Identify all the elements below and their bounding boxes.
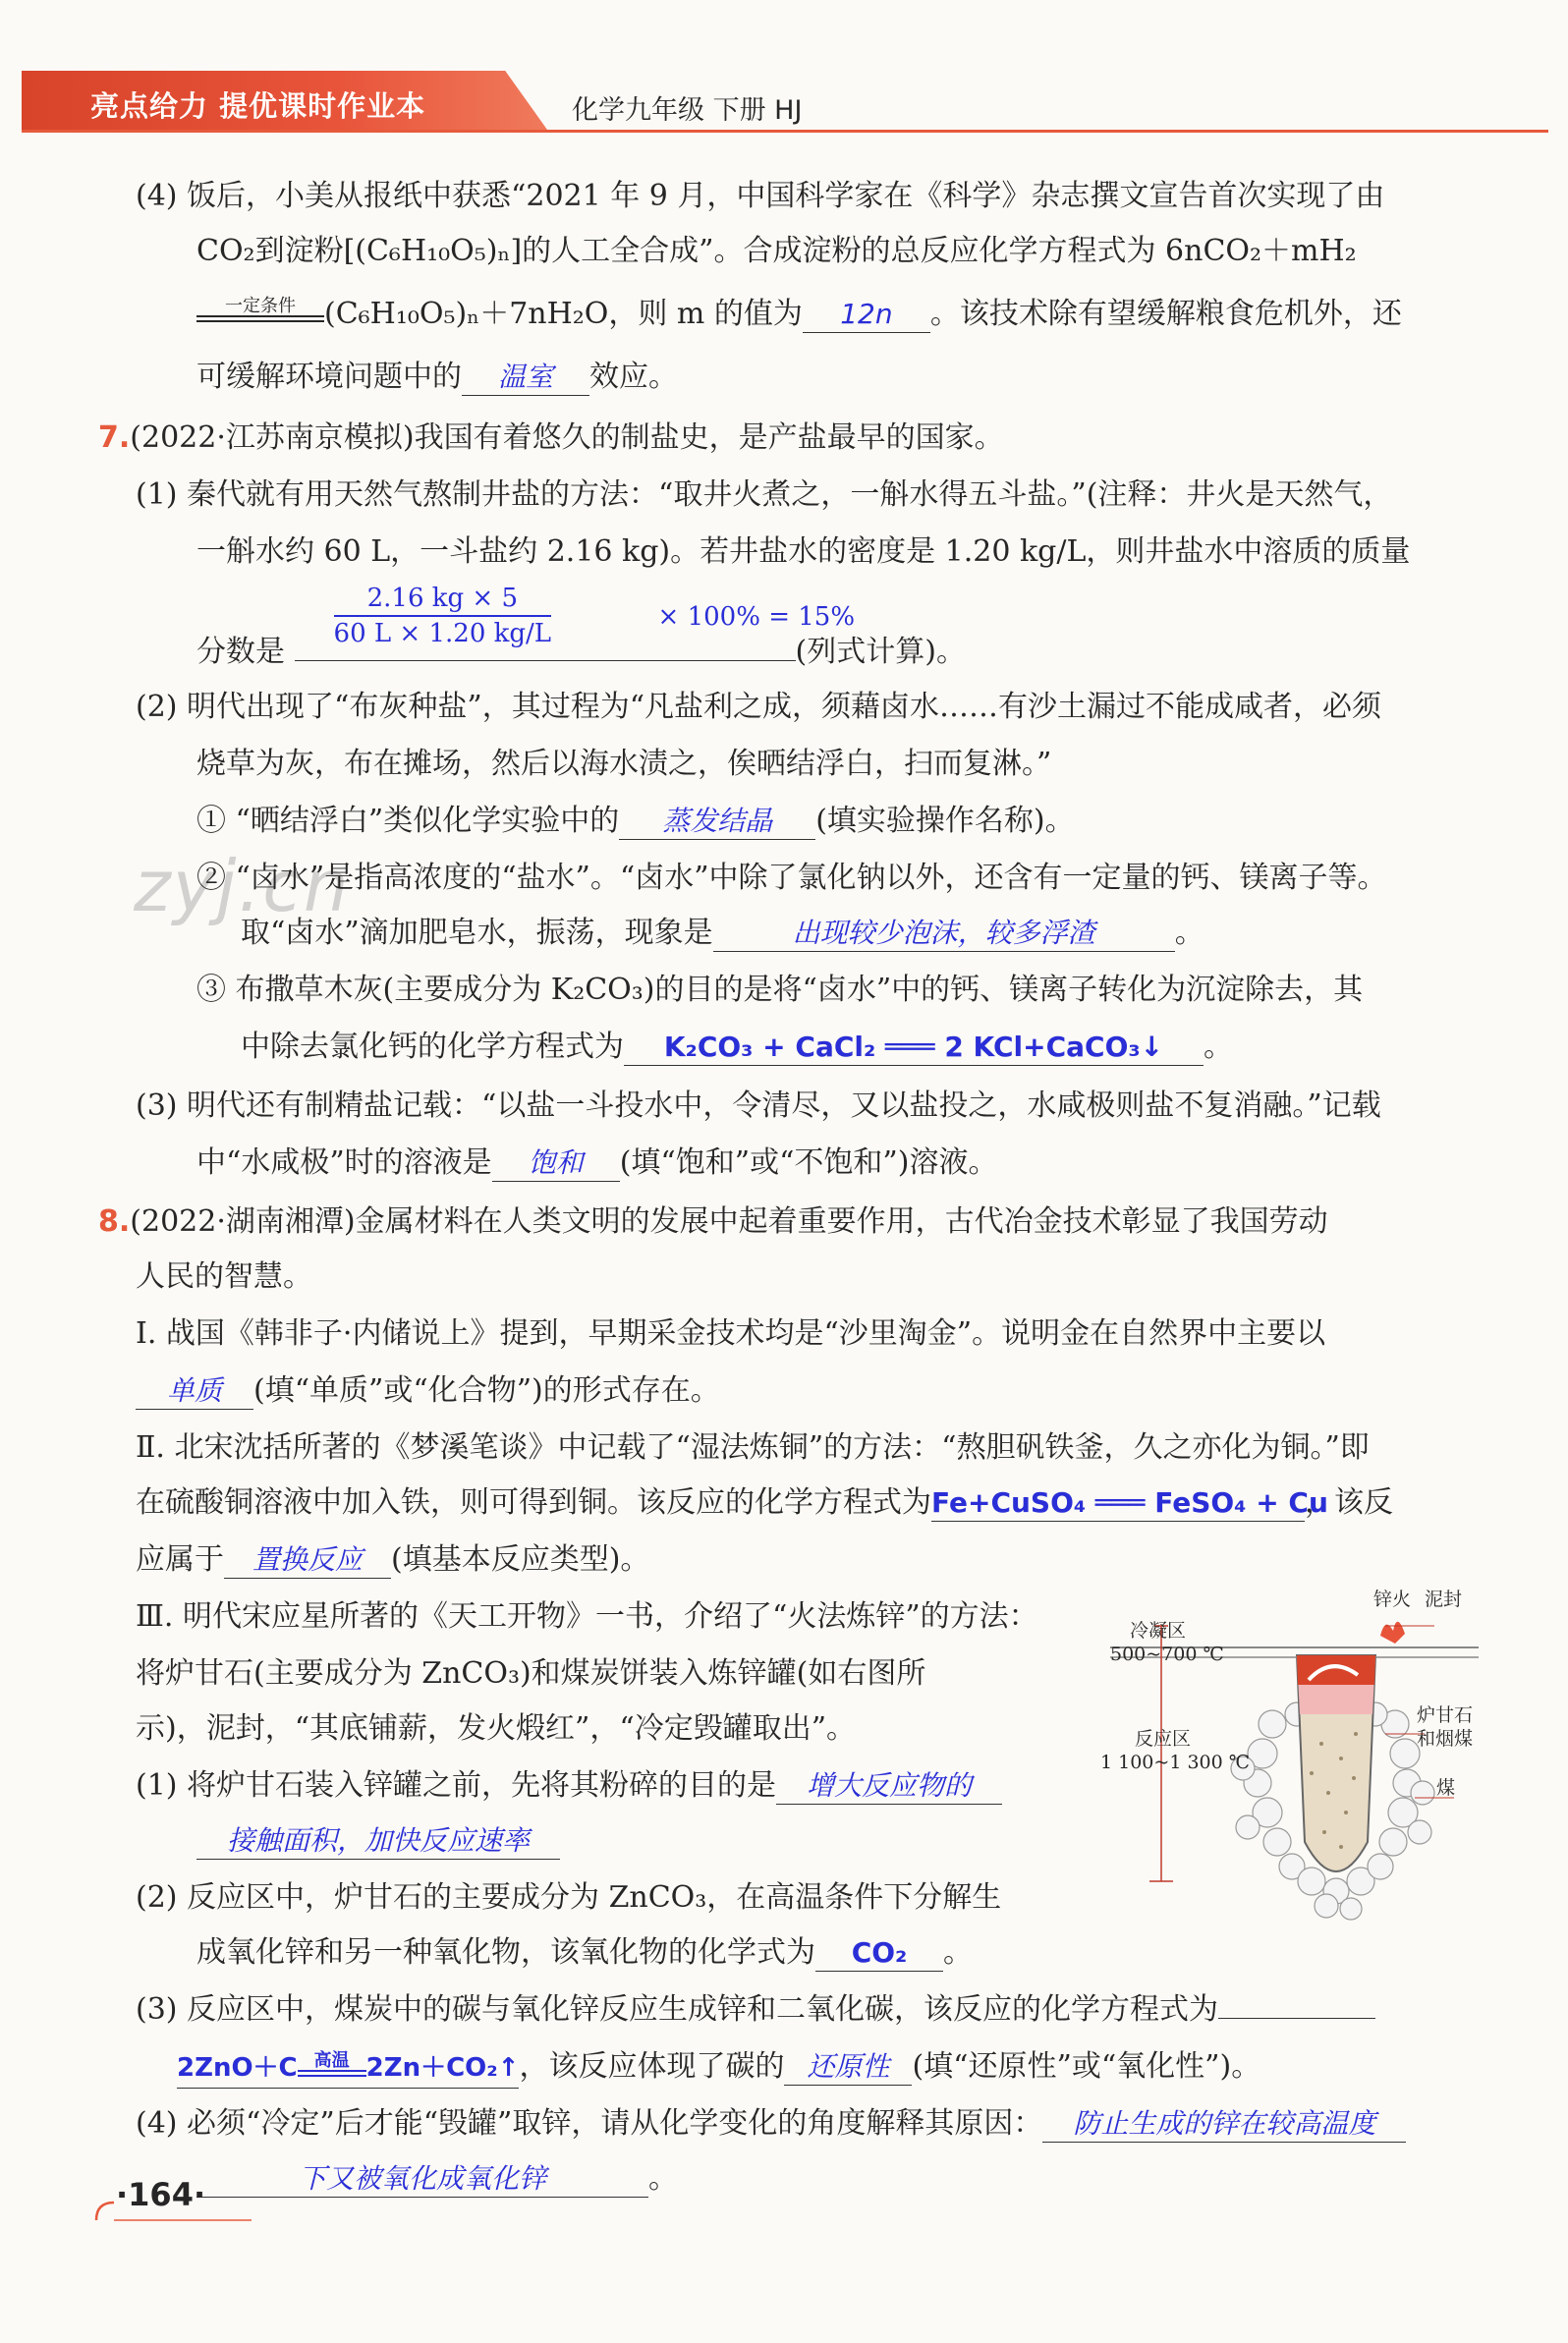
page-number: ·164· xyxy=(116,2176,206,2213)
q6-line1: (4) 饭后，小美从报纸中获悉“2021 年 9 月，中国科学家在《科学》杂志撰文宣告首次实现了由 xyxy=(136,179,1385,213)
q8-number: 8. xyxy=(98,1204,131,1239)
q8-s2-line2: 成氧化锌和另一种氧化物，该氧化物的化学式为 CO₂ 。 xyxy=(196,1935,973,1970)
q7-p1-line3: 分数是 $\frac{2.16 kg \times 5}{60 L \times 1.20 kg/L}$ × 100% = 15% (列式计算)。 xyxy=(196,584,966,669)
answer-crush-1: 增大反应物的 xyxy=(776,1768,1002,1805)
q8-s1-line2 xyxy=(196,1821,560,1861)
q8-s3-line2: 2ZnO＋C 高温 2Zn＋CO₂↑，该反应体现了碳的 还原性 (填“还原性”或“氧化性”)。 xyxy=(177,2047,1260,2089)
label-reaction-zone: 反应区 xyxy=(1135,1728,1192,1750)
label-seal: 泥封 xyxy=(1425,1589,1463,1610)
header-subtitle: 化学九年级 下册 HJ xyxy=(572,95,803,126)
answer-evaporation: 蒸发结晶 xyxy=(619,804,815,840)
q7-number: 7. xyxy=(98,420,131,455)
answer-fraction-blank: $\frac{2.16 kg \times 5}{60 L \times 1.20 kg/L}$ × 100% = 15% xyxy=(295,625,796,661)
q8-iii-line3: 示)，泥封，“其底铺薪，发火煅红”，“冷定毁罐取出”。 xyxy=(136,1711,857,1746)
q7-p2-sub2-line1: ② “卤水”是指高浓度的“盐水”。“卤水”中除了氯化钠以外，还含有一定量的钙、镁离子等。 xyxy=(196,861,1387,895)
answer-reaction-type: 置换反应 xyxy=(224,1542,391,1579)
q6-line2: CO₂到淀粉[(C₆H₁₀O₅)ₙ]的人工全合成”。合成淀粉的总反应化学方程式为 6nCO₂＋mH₂ xyxy=(196,234,1357,268)
answer-greenhouse: 温室 xyxy=(462,360,589,396)
answer-equation-cuso4: Fe+CuSO₄ ═══ FeSO₄ + Cu xyxy=(931,1485,1305,1522)
answer-cooling-2: 下又被氧化成氧化锌 xyxy=(196,2161,648,2198)
seal-top xyxy=(1297,1655,1375,1685)
label-coal: 煤 xyxy=(1436,1777,1456,1799)
q8-s4-line2: 下又被氧化成氧化锌 。 xyxy=(196,2159,678,2199)
label-ore-coal: 和烟煤 xyxy=(1417,1728,1474,1750)
zinc-smelting-figure xyxy=(1100,1587,1493,1935)
q8-s4-line1: (4) 必须“冷定”后才能“毁罐”取锌，请从化学变化的角度解释其原因： 防止生成的锌在较高温度 xyxy=(136,2104,1406,2144)
q7-p1-line1: (1) 秦代就有用天然气熬制井盐的方法：“取井火煮之，一斛水得五斗盐。”(注释：井火是天然气， xyxy=(136,477,1393,512)
answer-blank-s3 xyxy=(1218,2018,1375,2019)
answer-co2: CO₂ xyxy=(815,1935,943,1972)
answer-m-value: 12n xyxy=(803,297,930,333)
answer-saturated: 饱和 xyxy=(492,1145,620,1182)
q8-i-line1: Ⅰ. 战国《韩非子·内储说上》提到，早期采金技术均是“沙里淘金”。说明金在自然界中主要以 xyxy=(136,1316,1326,1351)
answer-element: 单质 xyxy=(136,1373,253,1410)
q8-s3-line1: (3) 反应区中，煤炭中的碳与氧化锌反应生成锌和二氧化碳，该反应的化学方程式为 xyxy=(136,1990,1375,2030)
header-title: 亮点给力 提优课时作业本 xyxy=(90,89,426,123)
answer-reducibility: 还原性 xyxy=(784,2049,912,2086)
watermark: zyj.cn xyxy=(134,845,351,927)
q7-p2-line1: (2) 明代出现了“布灰种盐”，其过程为“凡盐利之成，须藉卤水……有沙土漏过不能成咸者，必须 xyxy=(136,690,1382,724)
q8-iii-line2: 将炉甘石(主要成分为 ZnCO₃)和煤炭饼装入炼锌罐(如右图所 xyxy=(136,1656,926,1691)
q8-intro-line2: 人民的智慧。 xyxy=(136,1259,312,1294)
label-condensation-temp: 500~700 ℃ xyxy=(1110,1644,1224,1665)
q8-i-line2: 单质 (填“单质”或“化合物”)的形式存在。 xyxy=(136,1371,720,1411)
q8-ii-line2: 在硫酸铜溶液中加入铁，则可得到铜。该反应的化学方程式为Fe+CuSO₄ ═══ FeSO₄ + Cu，该反 xyxy=(136,1485,1393,1520)
q8-iii-line1: Ⅲ. 明代宋应星所著的《天工开物》一书，介绍了“火法炼锌”的方法： xyxy=(136,1599,1038,1634)
q7-p2-sub2-line2: 取“卤水”滴加肥皂水，振荡，现象是 出现较少泡沫，较多浮渣 。 xyxy=(241,916,1204,950)
answer-cooling-1: 防止生成的锌在较高温度 xyxy=(1042,2106,1406,2143)
label-reaction-temp: 1 100~1 300 ℃ xyxy=(1100,1752,1250,1773)
q7-p3-line1: (3) 明代还有制精盐记载：“以盐一斗投水中，令清尽，又以盐投之，水咸极则盐不复消融。”记载 xyxy=(136,1088,1381,1123)
q8-s1-line1: (1) 将炉甘石装入锌罐之前，先将其粉碎的目的是 增大反应物的 xyxy=(136,1766,1002,1806)
answer-equation-cacl2: K₂CO₃ + CaCl₂ ═══ 2 KCl+CaCO₃↓ xyxy=(624,1030,1204,1066)
header-divider xyxy=(22,130,1548,133)
answer-equation-zno: 2ZnO＋C 高温 2Zn＋CO₂↑ xyxy=(177,2048,519,2089)
q8-intro-line1: 8.(2022·湖南湘潭)金属材料在人类文明的发展中起着重要作用，古代冶金技术彰显了我国劳动 xyxy=(98,1204,1328,1239)
answer-fraction: $\frac{2.16 kg \times 5}{60 L \times 1.20 kg/L}$ xyxy=(333,584,552,648)
q6-line4: 可缓解环境问题中的 温室 效应。 xyxy=(196,360,678,394)
q7-intro: 7.(2022·江苏南京模拟)我国有着悠久的制盐史，是产盐最早的国家。 xyxy=(98,420,1004,455)
answer-foam: 出现较少泡沫，较多浮渣 xyxy=(713,916,1175,952)
label-condensation-zone: 冷凝区 xyxy=(1130,1620,1187,1642)
q6-line3: 一定条件 (C₆H₁₀O₅)ₙ＋7nH₂O，则 m 的值为 12n 。该技术除有望缓解粮食危机外，还 xyxy=(196,295,1402,334)
condition-equals: 一定条件 xyxy=(196,298,324,322)
label-zinc-fire: 锌火 xyxy=(1373,1589,1412,1610)
q7-p2-sub1: ① “晒结浮白”类似化学实验中的 蒸发结晶 (填实验操作名称)。 xyxy=(196,804,1075,838)
q7-p2-sub3-line1: ③ 布撒草木灰(主要成分为 K₂CO₃)的目的是将“卤水”中的钙、镁离子转化为沉淀除去，其 xyxy=(196,973,1364,1007)
q7-p2-sub3-line2: 中除去氯化钙的化学方程式为 K₂CO₃ + CaCl₂ ═══ 2 KCl+CaCO₃↓ 。 xyxy=(241,1030,1233,1064)
q7-p1-line2: 一斛水约 60 L，一斗盐约 2.16 kg)。若井盐水的密度是 1.20 kg/L，则井盐水中溶质的质量 xyxy=(196,534,1411,569)
zinc-fire-icon xyxy=(1380,1622,1405,1644)
q7-p3-line2: 中“水咸极”时的溶液是 饱和 (填“饱和”或“不饱和”)溶液。 xyxy=(196,1145,998,1180)
q7-p2-line2: 烧草为灰，布在摊场，然后以海水渍之，俟晒结浮白，扫而复淋。” xyxy=(196,747,1052,781)
answer-crush-2: 接触面积，加快反应速率 xyxy=(196,1823,560,1860)
q8-ii-line1: Ⅱ. 北宋沈括所著的《梦溪笔谈》中记载了“湿法炼铜”的方法：“熬胆矾铁釜，久之亦化为铜。”即 xyxy=(136,1430,1370,1465)
q8-s2-line1: (2) 反应区中，炉甘石的主要成分为 ZnCO₃，在高温条件下分解生 xyxy=(136,1880,1002,1915)
label-ore: 炉甘石 xyxy=(1417,1704,1474,1726)
q8-ii-line3: 应属于 置换反应 (填基本反应类型)。 xyxy=(136,1542,650,1577)
